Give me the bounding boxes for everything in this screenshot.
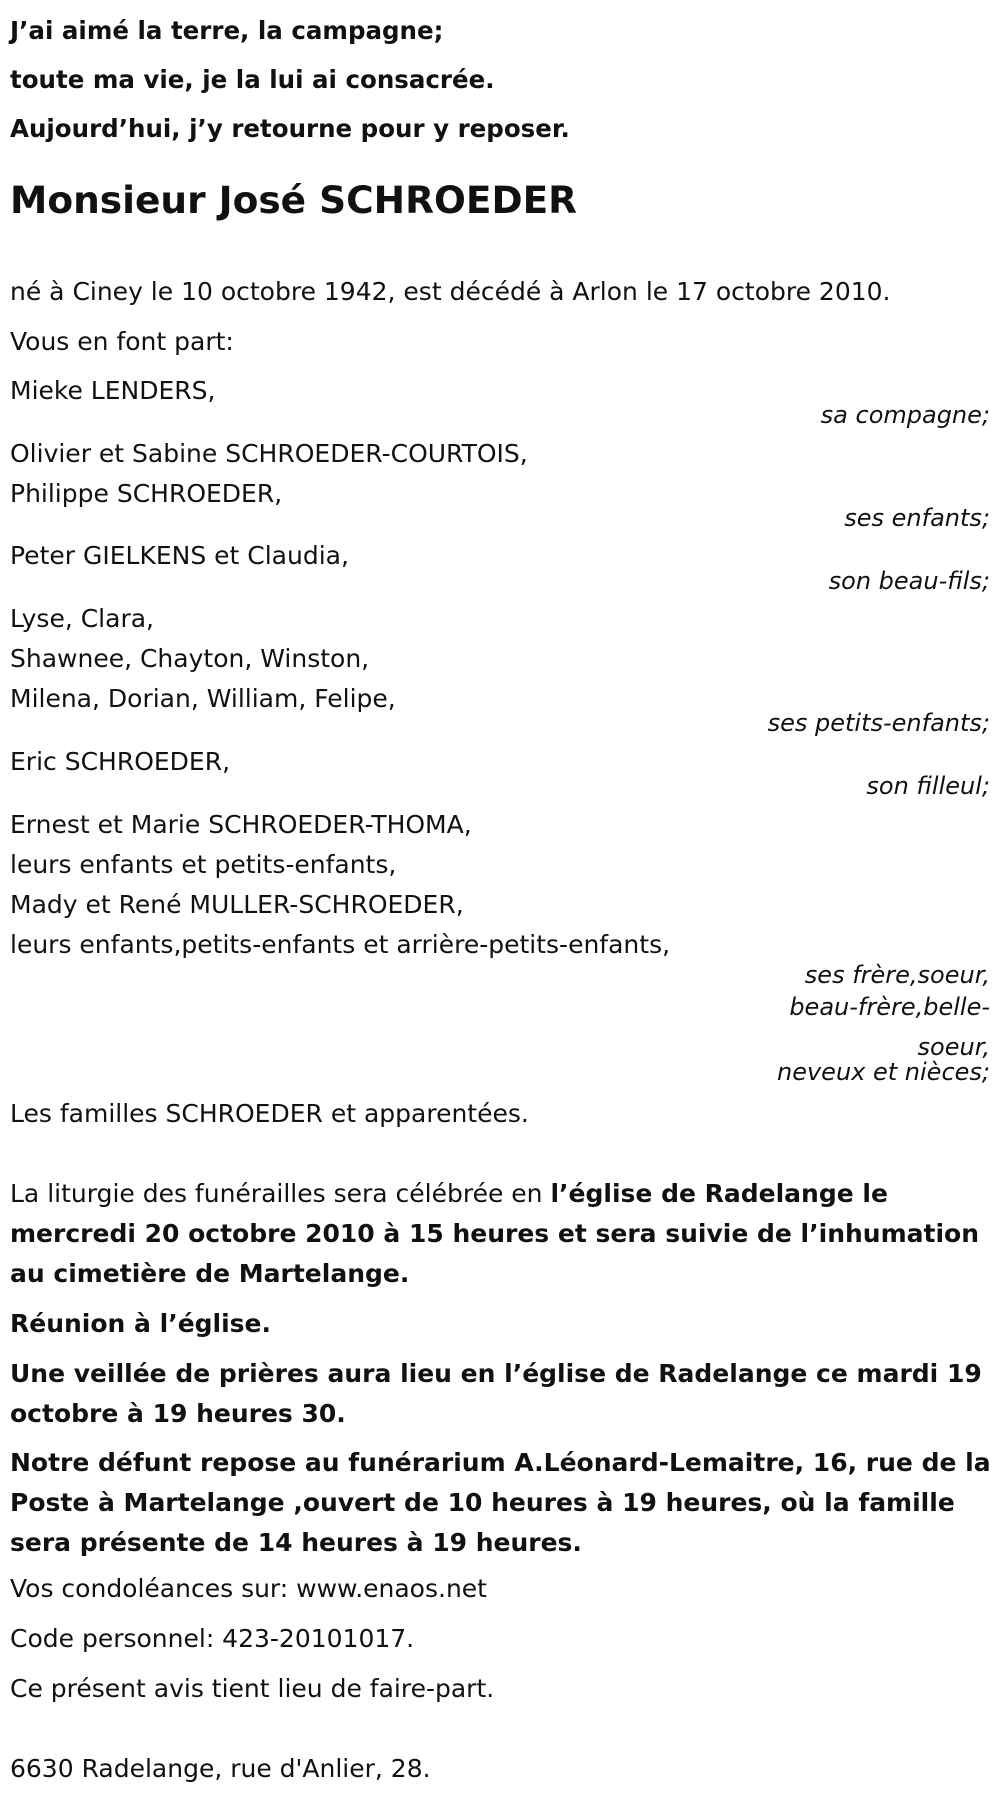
- family-member: Lyse, Clara,: [10, 604, 154, 633]
- liturgy-details: l’église de Radelange le mercredi 20 octobre 2010 à 15 heures et sera suivie de l’inhumation au cimetière de Martelange.: [10, 1179, 979, 1288]
- family-member: leurs enfants et petits-enfants,: [10, 850, 397, 879]
- relation-label-line: beau-frère,belle-: [789, 993, 990, 1021]
- family-member: Philippe SCHROEDER,: [10, 479, 283, 508]
- family-member: Mady et René MULLER-SCHROEDER,: [10, 890, 464, 919]
- address-line: 6630 Radelange, rue d'Anlier, 28.: [10, 1754, 431, 1783]
- relation-label-line: neveux et nièces;: [777, 1058, 990, 1086]
- relation-label-line: soeur,: [917, 1033, 990, 1061]
- code-line: Code personnel: 423-20101017.: [10, 1624, 415, 1653]
- condolences-line: Vos condoléances sur: www.enaos.net: [10, 1574, 487, 1603]
- family-member: leurs enfants,petits-enfants et arrière-petits-enfants,: [10, 930, 671, 959]
- announce-intro: Vous en font part:: [10, 327, 234, 356]
- family-member: Ernest et Marie SCHROEDER-THOMA,: [10, 810, 472, 839]
- family-member: Shawnee, Chayton, Winston,: [10, 644, 370, 673]
- liturgy-paragraph: [10, 1174, 995, 1294]
- families-line: Les familles SCHROEDER et apparentées.: [10, 1099, 529, 1128]
- epigraph-line: toute ma vie, je la lui ai consacrée.: [10, 65, 495, 94]
- family-member: Eric SCHROEDER,: [10, 747, 231, 776]
- family-member: Mieke LENDERS,: [10, 376, 216, 405]
- family-member: Olivier et Sabine SCHROEDER-COURTOIS,: [10, 439, 528, 468]
- epigraph-line: J’ai aimé la terre, la campagne;: [10, 16, 444, 45]
- epigraph-line: Aujourd’hui, j’y retourne pour y reposer.: [10, 114, 570, 143]
- family-member: Peter GIELKENS et Claudia,: [10, 541, 349, 570]
- meeting-line: Réunion à l’église.: [10, 1309, 272, 1338]
- relation-label: son filleul;: [866, 772, 990, 800]
- notice-line: Ce présent avis tient lieu de faire-part.: [10, 1674, 495, 1703]
- relation-label: ses petits-enfants;: [767, 709, 990, 737]
- funerarium-paragraph: Notre défunt repose au funérarium A.Léonard-Lemaitre, 16, rue de la Poste à Martelange ,ouvert de 10 heures à 19 heures, où la famille sera présente de 14 heures à 19 heures.: [10, 1448, 991, 1557]
- relation-label: sa compagne;: [820, 401, 990, 429]
- relation-label: ses enfants;: [844, 504, 990, 532]
- relation-label-siblings: [777, 955, 990, 1085]
- relation-label: son beau-fils;: [828, 567, 990, 595]
- relation-label-line: ses frère,soeur,: [804, 961, 990, 989]
- vigil-paragraph: Une veillée de prières aura lieu en l’église de Radelange ce mardi 19 octobre à 19 heures 30.: [10, 1359, 982, 1428]
- deceased-name: Monsieur José SCHROEDER: [10, 178, 578, 222]
- liturgy-intro: La liturgie des funérailles sera célébrée en: [10, 1179, 551, 1208]
- epigraph: [10, 6, 570, 153]
- birth-death-line: né à Ciney le 10 octobre 1942, est décédé à Arlon le 17 octobre 2010.: [10, 277, 891, 306]
- family-member: Milena, Dorian, William, Felipe,: [10, 684, 396, 713]
